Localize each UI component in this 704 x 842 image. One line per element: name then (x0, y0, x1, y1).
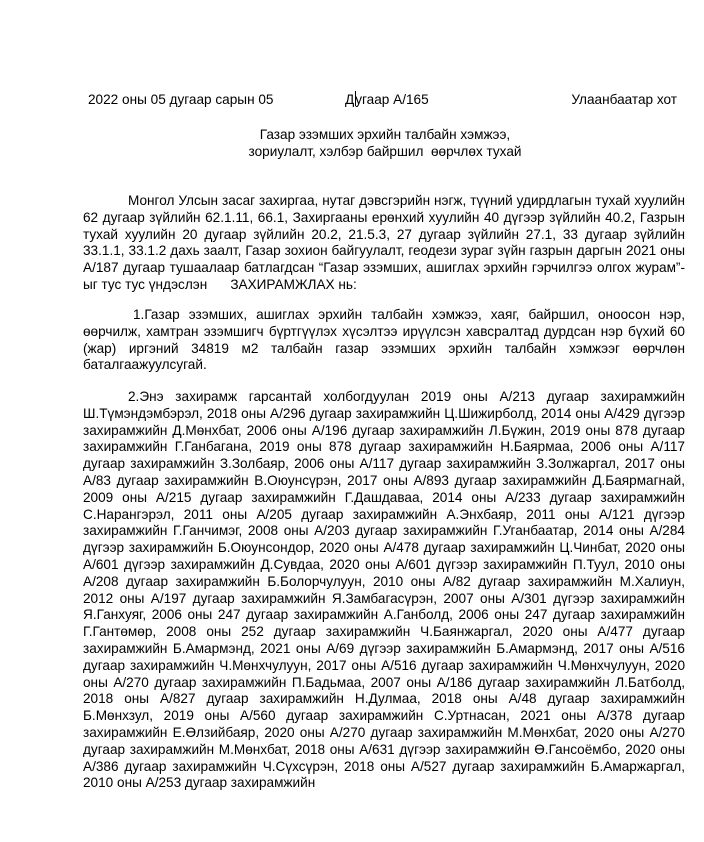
title-line-1: Газар эзэмших эрхийн талбайн хэмжээ, (259, 127, 511, 142)
paragraph-2-text: 2.Энэ захирамж гарсантай холбогдуулан 2019 оны А/213 дугаар захирамжийн Ш.Түмэндэмбэрэл, 2018 оны А/296 дугаар захирамжийн Ц.Шижирболд, 2014 оны А/429 дүгээр захирамжийн Д.Мөнхбат, 2006 оны А/196 дугаар захирамжийн Л.Бүжин, 2019 оны 878 дугаар захирамжийн Г.Ганбагана, 2019 оны 878 дугаар захирамжийн Н.Баярмаа, 2006 оны А/117 дугаар захирамжийн З.Золбаяр, 2006 оны А/117 дугаар захирамжийн З.Золжаргал, 2017 оны А/83 дугаар захирамжийн В.Оюунсүрэн, 2017 оны А/893 дугаар захирамжийн Д.Баярмагнай, 2009 оны А/215 дугаар захирамжийн Г.Дашдаваа, 2014 оны А/233 дугаар захирамжийн С.Нарангэрэл, 2011 оны А/205 дугаар захирамжийн А.Энхбаяр, 2011 оны А/121 дүгээр захирамжийн Г.Ганчимэг, 2008 оны А/203 дугаар захирамжийн Г.Уганбаатар, 2014 оны А/284 дүгээр захирамжийн Б.Оюунсондор, 2020 оны А/478 дугаар захирамжийн Ц.Чинбат, 2020 оны А/601 дүгээр захирамжийн Д.Сувдаа, 2020 оны А/601 дүгээр захирамжийн П.Туул, 2010 оны А/208 дугаар захирамжийн Б.Болорчулуун, 2010 оны А/82 дугаар захирамжийн М.Халиун, 2012 оны А/197 дугаар захирамжийн Я.Замбагасүрэн, 2007 оны А/301 дүгээр захирамжийн Я.Ганхуяг, 2006 оны 247 дугаар захирамжийн А.Ганболд, 2006 оны 247 дугаар захирамжийн Г.Гантөмөр, 2008 оны 252 дугаар захирамжийн Ч.Баянжаргал, 2020 оны А/477 дугаар захирамжийн Б.Амармэнд, 2021 оны А/69 дүгээр захирамжийн Б.Амармэнд, 2017 оны А/516 дугаар захирамжийн Ч.Мөнхчулуун, 2017 оны А/516 дугаар захирамжийн Ч.Мөнхчулуун, 2020 оны А/270 дугаар захирамжийн П.Бадьмаа, 2007 оны А/186 дугаар захирамжийн Л.Батболд, 2018 оны А/827 дугаар захирамжийн Н.Дулмаа, 2018 оны А/48 дугаар захирамжийн Б.Мөнхзул, 2019 оны А/560 дугаар захирамжийн С.Уртнасан, 2021 оны А/378 дугаар захирамжийн Е.Өлзийбаяр, 2020 оны А/270 дугаар захирамжийн М.Мөнхбат, 2020 оны А/270 дугаар захирамжийн М.Мөнхбат, 2018 оны А/631 дүгээр захирамжийн Ө.Гансоёмбо, 2020 оны А/386 дугаар захирамжийн Ч.Сүхсүрэн, 2018 оны А/527 дугаар захирамжийн Б.Амаржаргал, 2010 оны А/253 дугаар захирамжийн (83, 389, 685, 791)
decree-title (83, 126, 685, 160)
decree-date: 2022 оны 05 дугаар сарын 05 (88, 92, 274, 107)
paragraph-1-text: 1.Газар эзэмших, ашиглах эрхийн талбайн хэмжээ, хаяг, байршил, оноосон нэр, өөрчилж, хамтран эзэмшигч бүртгүүлэх хүсэлтээ ирүүлсэн хавсралтад дурдсан нэр бүхий 60 (жар) иргэний 34819 м2 талбайн газар эзэмших эрхийн талбайн хэмжээг өөрчлөн баталгаажуулсугай. (83, 307, 685, 373)
preamble-paragraph (83, 193, 685, 294)
title-line-2: зориулалт, хэлбэр байршил өөрчлөх тухай (248, 144, 522, 159)
decree-number[interactable] (345, 91, 429, 109)
preamble-text: Монгол Улсын засаг захиргаа, нутаг дэвсгэрийн нэгж, түүний удирдлагын тухай хуулийн 62 дугаар зүйлийн 62.1.11, 66.1, Захиргааны ерөнхий хуулийн 40 дүгээр зүйлийн 40.2, Газрын тухай хуулийн 20 дугаар зүйлийн 20.2, 21.5.3, 27 дугаар зүйлийн 27.1, 33 дугаар зүйлийн 33.1.1, 33.1.2 дахь заалт, Газар зохион байгуулалт, геодези зураг зүйн газрын даргын 2021 оны А/187 дугаар тушаалаар батлагдсан “Газар эзэмших, ашиглах эрхийн гэрчилгээ олгох журам”-ыг тус тус үндэслэн (83, 193, 685, 292)
decree-city: Улаанбаатар хот (571, 92, 677, 107)
decree-number-rest: угаар А/165 (355, 92, 429, 107)
paragraph-2 (83, 389, 685, 792)
decree-header (83, 91, 685, 109)
decree-keyword: ЗАХИРАМЖЛАХ нь: (230, 276, 357, 292)
decree-number-prefix: Д (345, 92, 355, 107)
paragraph-1 (83, 307, 685, 374)
